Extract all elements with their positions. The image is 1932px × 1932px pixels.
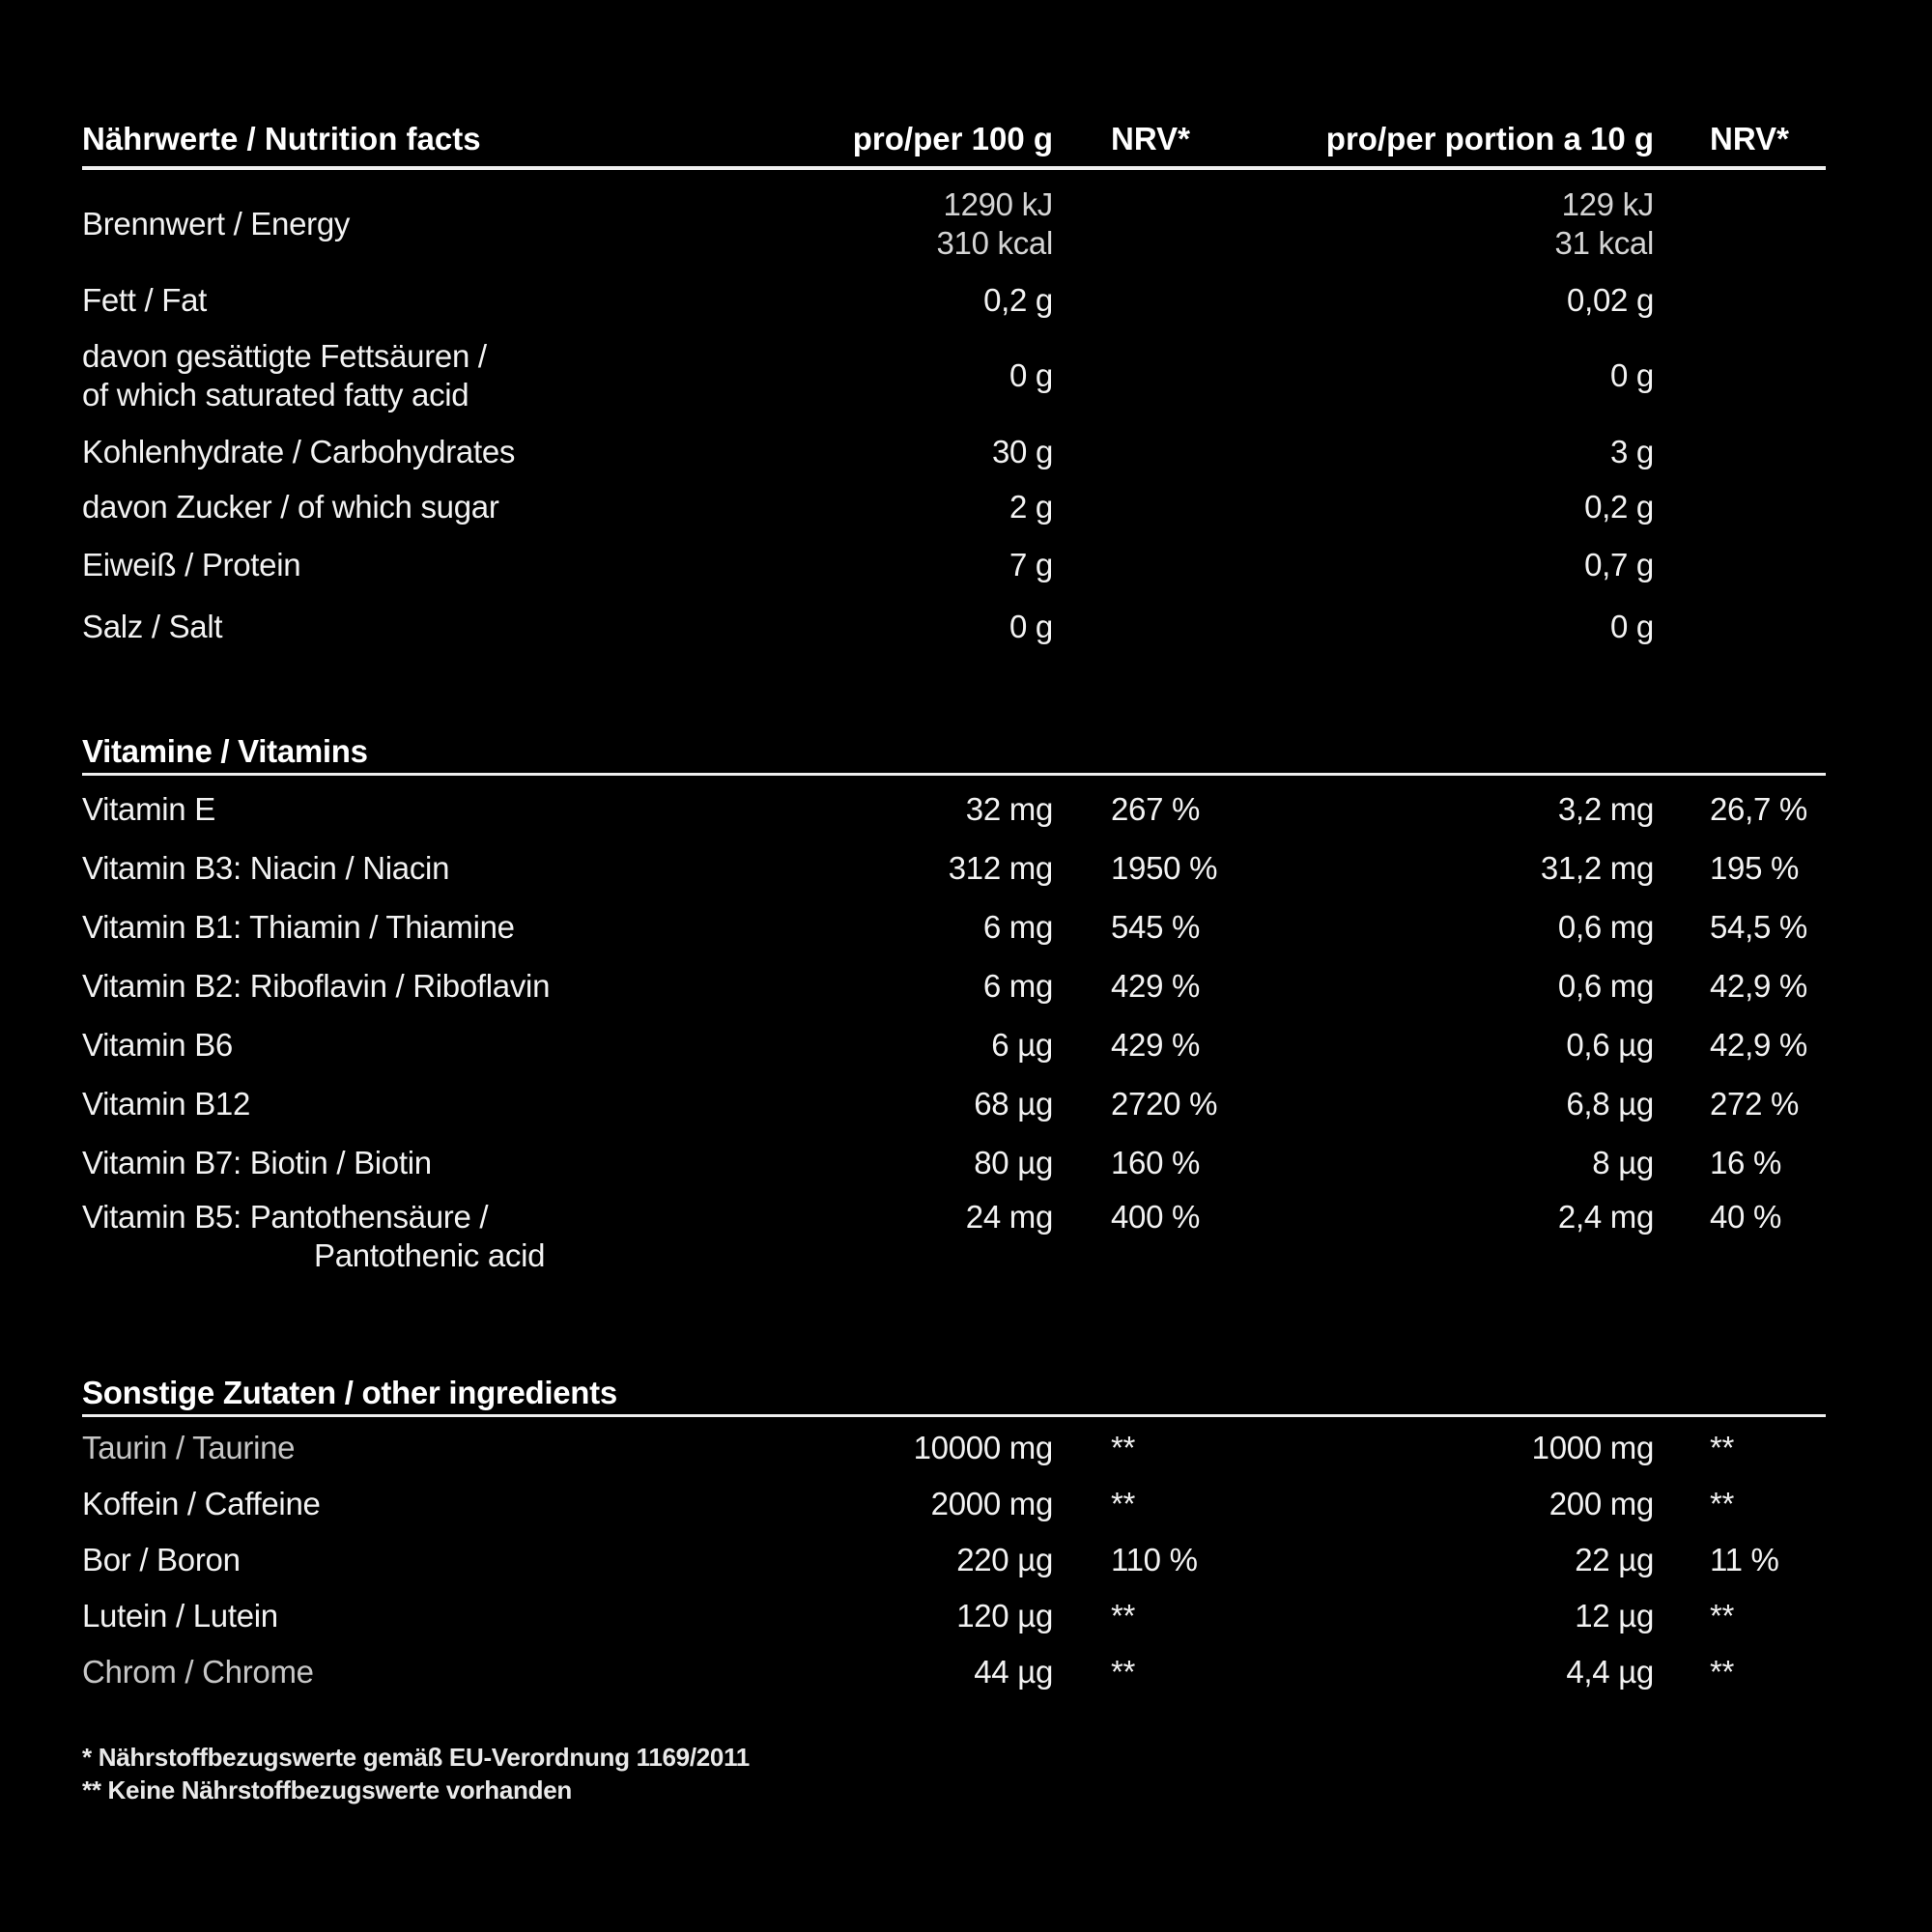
cell-per100: 6 µg	[991, 1026, 1053, 1063]
energy-kj-portion: 129 kJ	[1561, 186, 1654, 222]
table-row-lutein	[82, 1588, 1826, 1644]
cell-per100: 80 µg	[974, 1144, 1053, 1180]
cell-per100: 0 g	[1009, 357, 1053, 393]
cell-nrv1: 110 %	[1111, 1542, 1198, 1577]
cell-nrv2: **	[1710, 1598, 1735, 1634]
cell-nrv2: **	[1710, 1654, 1735, 1690]
table-row-saturated-fat	[82, 327, 1826, 424]
row-label: davon Zucker / of which sugar	[82, 488, 499, 525]
table-row-vitamin-b5	[82, 1192, 1826, 1290]
row-label: Koffein / Caffeine	[82, 1486, 321, 1521]
row-label: Vitamin E	[82, 790, 215, 827]
row-label	[82, 337, 821, 414]
cell-nrv2: 272 %	[1710, 1085, 1800, 1122]
cell-portion: 8 µg	[1592, 1144, 1654, 1180]
cell-per100	[821, 185, 1053, 263]
row-label: Fett / Fat	[82, 281, 208, 318]
row-label: Vitamin B1: Thiamin / Thiamine	[82, 908, 515, 945]
cell-portion: 1000 mg	[1531, 1430, 1654, 1465]
cell-portion: 0,02 g	[1567, 281, 1654, 318]
cell-nrv2: 42,9 %	[1710, 1026, 1807, 1063]
cell-nrv1: 1950 %	[1111, 849, 1218, 886]
cell-nrv1: **	[1111, 1654, 1136, 1690]
header-per-100g: pro/per 100 g	[852, 121, 1053, 156]
cell-nrv2: 42,9 %	[1710, 967, 1807, 1004]
cell-nrv1: 429 %	[1111, 967, 1201, 1004]
cell-portion: 12 µg	[1575, 1598, 1654, 1634]
table-row-vitamin-b6	[82, 1015, 1826, 1074]
table-row-carbohydrates	[82, 424, 1826, 479]
table-row-chrome	[82, 1644, 1826, 1700]
table-row-vitamin-b7	[82, 1133, 1826, 1192]
cell-portion: 200 mg	[1548, 1486, 1654, 1521]
table-header-row	[82, 118, 1826, 160]
cell-portion: 22 µg	[1575, 1542, 1654, 1577]
row-label: Vitamin B7: Biotin / Biotin	[82, 1144, 432, 1180]
cell-portion: 4,4 µg	[1566, 1654, 1654, 1690]
table-row-caffeine	[82, 1476, 1826, 1532]
table-row-vitamin-b2	[82, 956, 1826, 1015]
cell-per100: 2000 mg	[930, 1486, 1053, 1521]
cell-per100: 2 g	[1009, 488, 1053, 525]
row-label-line2: of which saturated fatty acid	[82, 377, 469, 412]
row-label	[82, 1198, 821, 1275]
energy-kj-per100: 1290 kJ	[943, 186, 1053, 222]
row-label: Vitamin B12	[82, 1085, 251, 1122]
energy-kcal-portion: 31 kcal	[1554, 225, 1654, 261]
cell-nrv2: 26,7 %	[1710, 790, 1807, 827]
row-label: Lutein / Lutein	[82, 1598, 278, 1634]
cell-nrv1: 160 %	[1111, 1144, 1201, 1180]
cell-per100: 32 mg	[965, 790, 1053, 827]
cell-portion: 31,2 mg	[1540, 849, 1654, 886]
other-ingredients-divider	[82, 1414, 1826, 1417]
table-row-vitamin-b3	[82, 838, 1826, 897]
cell-per100: 0 g	[1009, 609, 1053, 644]
footnotes	[82, 1741, 1826, 1806]
cell-nrv2: **	[1710, 1430, 1735, 1465]
cell-nrv1: 400 %	[1111, 1199, 1201, 1235]
table-row-salt	[82, 596, 1826, 658]
cell-nrv1: 2720 %	[1111, 1085, 1218, 1122]
cell-nrv2: 11 %	[1710, 1542, 1779, 1577]
row-label: Vitamin B6	[82, 1026, 233, 1063]
header-nrv-2: NRV*	[1710, 121, 1789, 156]
cell-nrv2: 16 %	[1710, 1144, 1782, 1180]
table-row-energy	[82, 176, 1826, 272]
table-row-vitamin-b1	[82, 897, 1826, 956]
row-label: Salz / Salt	[82, 609, 223, 644]
cell-per100: 68 µg	[974, 1085, 1053, 1122]
cell-per100: 30 g	[991, 433, 1053, 469]
cell-per100: 6 mg	[982, 908, 1053, 945]
cell-per100: 312 mg	[948, 849, 1053, 886]
row-label: Kohlenhydrate / Carbohydrates	[82, 433, 516, 469]
vitamins-section-title: Vitamine / Vitamins	[82, 733, 368, 769]
row-label-line2: Pantothenic acid	[314, 1237, 546, 1273]
cell-portion	[1261, 185, 1654, 263]
cell-portion: 0,6 µg	[1566, 1026, 1654, 1063]
cell-portion: 3,2 mg	[1557, 790, 1654, 827]
cell-portion: 0,6 mg	[1557, 967, 1654, 1004]
cell-nrv1: **	[1111, 1598, 1136, 1634]
cell-per100: 44 µg	[974, 1654, 1053, 1690]
row-label-line1: Vitamin B5: Pantothensäure /	[82, 1199, 489, 1235]
footnote-nrv-reference: * Nährstoffbezugswerte gemäß EU-Verordnung 1169/2011	[82, 1743, 750, 1772]
table-row-vitamin-b12	[82, 1074, 1826, 1133]
cell-portion: 0 g	[1610, 357, 1654, 393]
table-row-protein	[82, 534, 1826, 596]
cell-per100: 120 µg	[956, 1598, 1053, 1634]
cell-per100: 220 µg	[956, 1542, 1053, 1577]
cell-per100: 7 g	[1009, 547, 1053, 582]
cell-nrv1: 429 %	[1111, 1026, 1201, 1063]
cell-nrv1: 545 %	[1111, 908, 1201, 945]
cell-portion: 0,2 g	[1584, 488, 1654, 525]
cell-nrv2: 40 %	[1710, 1199, 1782, 1235]
header-per-portion: pro/per portion a 10 g	[1325, 121, 1654, 156]
cell-portion: 0 g	[1610, 609, 1654, 644]
cell-per100: 6 mg	[982, 967, 1053, 1004]
other-ingredients-section-title: Sonstige Zutaten / other ingredients	[82, 1375, 617, 1410]
vitamins-divider	[82, 773, 1826, 776]
cell-portion: 0,6 mg	[1557, 908, 1654, 945]
header-title: Nährwerte / Nutrition facts	[82, 121, 481, 156]
table-row-fat	[82, 272, 1826, 327]
cell-nrv2: 54,5 %	[1710, 908, 1807, 945]
header-nrv-1: NRV*	[1111, 121, 1190, 156]
row-label-line1: davon gesättigte Fettsäuren /	[82, 338, 487, 374]
cell-portion: 2,4 mg	[1557, 1199, 1654, 1235]
table-row-sugar	[82, 479, 1826, 534]
row-label: Taurin / Taurine	[82, 1430, 296, 1465]
cell-per100: 10000 mg	[913, 1430, 1053, 1465]
row-label: Chrom / Chrome	[82, 1654, 314, 1690]
cell-nrv2: **	[1710, 1486, 1735, 1521]
cell-nrv1: **	[1111, 1430, 1136, 1465]
row-label: Brennwert / Energy	[82, 206, 351, 242]
table-row-boron	[82, 1532, 1826, 1588]
row-label: Bor / Boron	[82, 1542, 241, 1577]
row-label: Vitamin B2: Riboflavin / Riboflavin	[82, 967, 551, 1004]
cell-nrv1: **	[1111, 1486, 1136, 1521]
row-label: Vitamin B3: Niacin / Niacin	[82, 849, 450, 886]
cell-nrv1: 267 %	[1111, 790, 1201, 827]
cell-portion: 0,7 g	[1584, 547, 1654, 582]
footnote-no-nrv: ** Keine Nährstoffbezugswerte vorhanden	[82, 1776, 572, 1804]
table-row-taurine	[82, 1420, 1826, 1476]
cell-portion: 6,8 µg	[1566, 1085, 1654, 1122]
table-row-vitamin-e	[82, 780, 1826, 838]
nutrition-table	[82, 118, 1826, 1806]
cell-nrv2: 195 %	[1710, 849, 1800, 886]
row-label: Eiweiß / Protein	[82, 547, 301, 582]
energy-kcal-per100: 310 kcal	[936, 225, 1053, 261]
header-divider	[82, 166, 1826, 170]
cell-portion: 3 g	[1610, 433, 1654, 469]
cell-per100: 0,2 g	[983, 281, 1053, 318]
cell-per100: 24 mg	[965, 1199, 1053, 1235]
